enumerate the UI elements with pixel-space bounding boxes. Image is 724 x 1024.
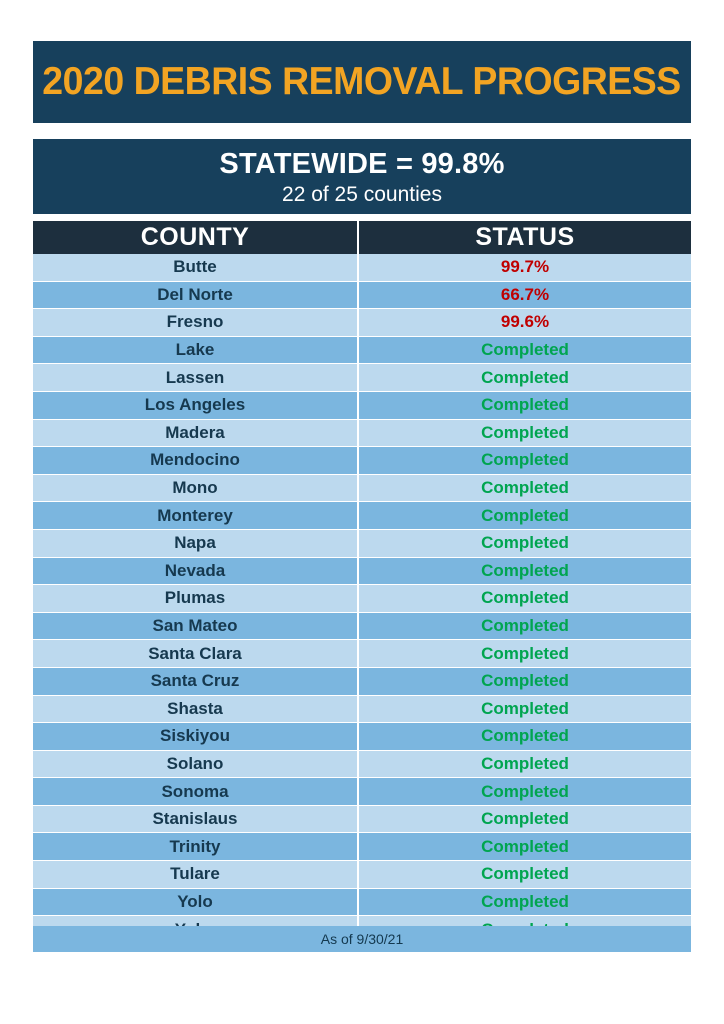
- status-cell: Completed: [358, 805, 691, 833]
- table-row: [33, 364, 691, 392]
- table-row: [33, 667, 691, 695]
- county-name-cell: Monterey: [33, 502, 358, 530]
- table-row: [33, 833, 691, 861]
- column-header-county: COUNTY: [33, 221, 358, 254]
- table-row: [33, 888, 691, 916]
- status-cell: Completed: [358, 612, 691, 640]
- status-cell: Completed: [358, 778, 691, 806]
- county-name-cell: Stanislaus: [33, 805, 358, 833]
- table-row: [33, 723, 691, 751]
- status-cell: Completed: [358, 695, 691, 723]
- status-cell: Completed: [358, 833, 691, 861]
- title-banner: [33, 41, 691, 123]
- page-title: 2020 DEBRIS REMOVAL PROGRESS: [42, 60, 682, 103]
- table-row: [33, 805, 691, 833]
- status-cell: Completed: [358, 391, 691, 419]
- county-name-cell: Sonoma: [33, 778, 358, 806]
- county-name-cell: Mono: [33, 474, 358, 502]
- county-name-cell: Tulare: [33, 861, 358, 889]
- table-row: [33, 336, 691, 364]
- county-name-cell: Siskiyou: [33, 723, 358, 751]
- table-row: [33, 778, 691, 806]
- status-cell: Completed: [358, 364, 691, 392]
- table-row: [33, 419, 691, 447]
- table-row: [33, 281, 691, 309]
- status-cell: Completed: [358, 557, 691, 585]
- table-header-row: [33, 221, 691, 254]
- county-name-cell: Madera: [33, 419, 358, 447]
- table-row: [33, 447, 691, 475]
- table-row: [33, 695, 691, 723]
- progress-table-container: [33, 221, 691, 944]
- status-cell: Completed: [358, 502, 691, 530]
- county-name-cell: Butte: [33, 254, 358, 281]
- status-cell: Completed: [358, 447, 691, 475]
- statewide-summary: [33, 139, 691, 214]
- status-cell: Completed: [358, 640, 691, 668]
- county-name-cell: Nevada: [33, 557, 358, 585]
- footer-as-of: As of 9/30/21: [33, 926, 691, 952]
- table-row: [33, 474, 691, 502]
- status-cell: Completed: [358, 723, 691, 751]
- status-cell: 66.7%: [358, 281, 691, 309]
- county-name-cell: Napa: [33, 529, 358, 557]
- county-name-cell: Shasta: [33, 695, 358, 723]
- table-row: [33, 529, 691, 557]
- table-row: [33, 254, 691, 281]
- status-cell: Completed: [358, 529, 691, 557]
- table-body: [33, 254, 691, 943]
- status-cell: Completed: [358, 750, 691, 778]
- county-name-cell: Los Angeles: [33, 391, 358, 419]
- statewide-percentage: STATEWIDE = 99.8%: [219, 148, 505, 180]
- status-cell: Completed: [358, 888, 691, 916]
- county-name-cell: Plumas: [33, 585, 358, 613]
- table-row: [33, 612, 691, 640]
- status-cell: Completed: [358, 861, 691, 889]
- table-row: [33, 309, 691, 337]
- county-name-cell: Santa Clara: [33, 640, 358, 668]
- county-name-cell: Trinity: [33, 833, 358, 861]
- table-row: [33, 391, 691, 419]
- county-name-cell: Yolo: [33, 888, 358, 916]
- county-name-cell: Mendocino: [33, 447, 358, 475]
- status-cell: Completed: [358, 419, 691, 447]
- county-name-cell: Lassen: [33, 364, 358, 392]
- county-name-cell: Del Norte: [33, 281, 358, 309]
- county-name-cell: San Mateo: [33, 612, 358, 640]
- progress-table: [33, 221, 691, 944]
- status-cell: 99.7%: [358, 254, 691, 281]
- county-name-cell: Santa Cruz: [33, 667, 358, 695]
- status-cell: Completed: [358, 336, 691, 364]
- table-row: [33, 557, 691, 585]
- status-cell: 99.6%: [358, 309, 691, 337]
- county-name-cell: Fresno: [33, 309, 358, 337]
- column-header-status: STATUS: [358, 221, 691, 254]
- county-name-cell: Lake: [33, 336, 358, 364]
- status-cell: Completed: [358, 667, 691, 695]
- table-row: [33, 585, 691, 613]
- status-cell: Completed: [358, 585, 691, 613]
- table-row: [33, 861, 691, 889]
- status-cell: Completed: [358, 474, 691, 502]
- table-row: [33, 640, 691, 668]
- table-row: [33, 502, 691, 530]
- county-name-cell: Solano: [33, 750, 358, 778]
- table-row: [33, 750, 691, 778]
- counties-count: 22 of 25 counties: [282, 183, 442, 206]
